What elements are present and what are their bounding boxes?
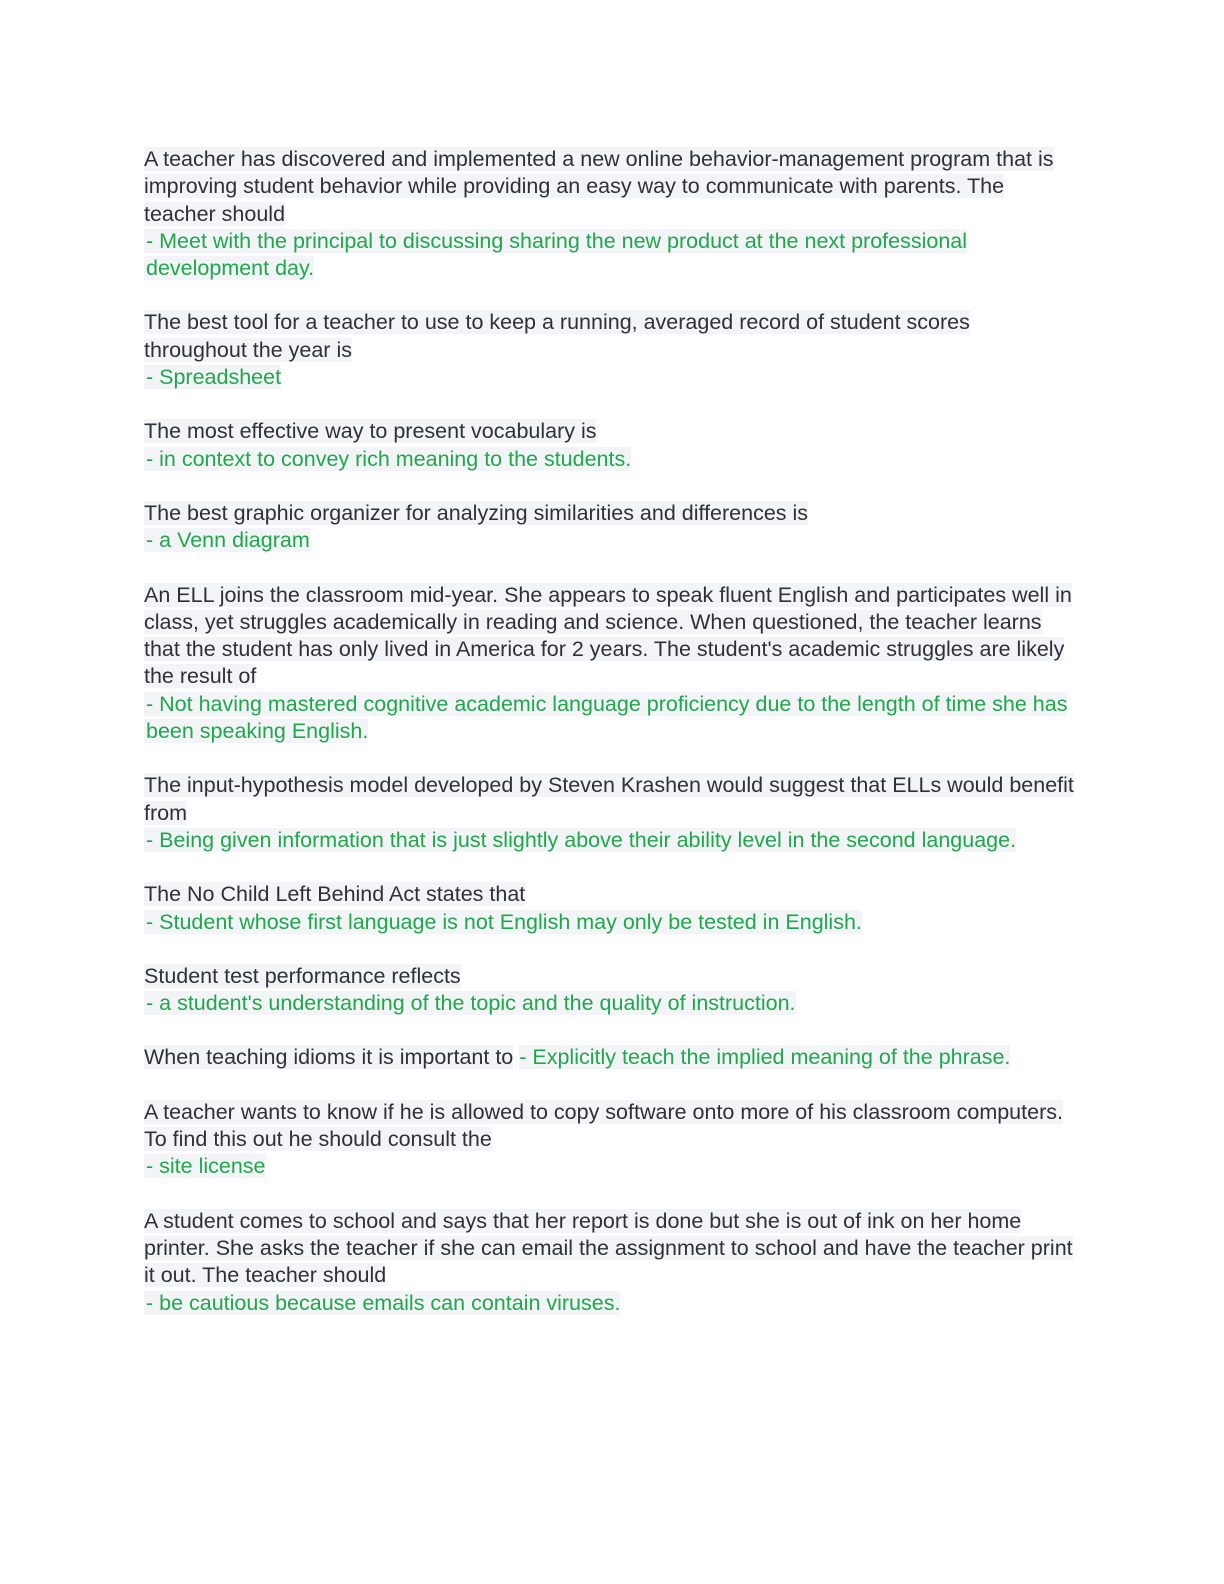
question-text: The best tool for a teacher to use to keep a running, averaged record of student scores throughout the year is <box>144 310 970 362</box>
question-text: The No Child Left Behind Act states that <box>144 882 526 907</box>
qa-item-7 <box>144 881 1074 936</box>
answer-text: - Student whose first language is not English may only be tested in English. <box>146 909 862 934</box>
qa-item-8 <box>144 963 1074 1018</box>
qa-item-5 <box>144 582 1074 746</box>
question-text: The input-hypothesis model developed by Steven Krashen would suggest that ELLs would benefit from <box>144 773 1074 825</box>
qa-item-9 <box>144 1044 1074 1071</box>
answer-text: - Explicitly teach the implied meaning of the phrase. <box>519 1045 1011 1070</box>
qa-item-1 <box>144 146 1074 282</box>
answer-text: - Not having mastered cognitive academic language proficiency due to the length of time she has been speaking English. <box>146 691 1068 744</box>
qa-item-2 <box>144 309 1074 391</box>
question-text: The most effective way to present vocabulary is <box>144 419 597 444</box>
question-text: A student comes to school and says that her report is done but she is out of ink on her home printer. She asks the teacher if she can email the assignment to school and have the teacher print it out. The teacher should <box>144 1208 1073 1288</box>
answer-text: - a Venn diagram <box>146 528 310 553</box>
qa-item-3 <box>144 418 1074 473</box>
question-text: A teacher has discovered and implemented a new online behavior-management program that is improving student behavior while providing an easy way to communicate with parents. The teacher should <box>144 147 1054 226</box>
answer-text: - be cautious because emails can contain viruses. <box>146 1290 621 1315</box>
document-page <box>144 146 1074 1344</box>
answer-text: - in context to convey rich meaning to the students. <box>146 446 632 471</box>
question-text: When teaching idioms it is important to <box>144 1045 514 1070</box>
question-text: An ELL joins the classroom mid-year. She appears to speak fluent English and participates well in class, yet struggles academically in reading and science. When questioned, the teacher learns that the student has only lived in America for 2 years. The student's academic struggles are likely the result of <box>144 582 1072 689</box>
answer-text: - Spreadsheet <box>146 365 282 390</box>
answer-text: - Meet with the principal to discussing sharing the new product at the next professional development day. <box>146 228 968 281</box>
question-text: A teacher wants to know if he is allowed to copy software onto more of his classroom computers. To find this out he should consult the <box>144 1099 1063 1152</box>
answer-text: - a student's understanding of the topic and the quality of instruction. <box>146 991 796 1016</box>
answer-text: - Being given information that is just slightly above their ability level in the second language. <box>146 827 1017 852</box>
qa-item-4 <box>144 500 1074 555</box>
qa-item-10 <box>144 1099 1074 1181</box>
question-text: Student test performance reflects <box>144 963 461 988</box>
answer-text: - site license <box>146 1154 266 1179</box>
qa-item-6 <box>144 772 1074 854</box>
qa-item-11 <box>144 1208 1074 1317</box>
question-text: The best graphic organizer for analyzing similarities and differences is <box>144 500 809 525</box>
